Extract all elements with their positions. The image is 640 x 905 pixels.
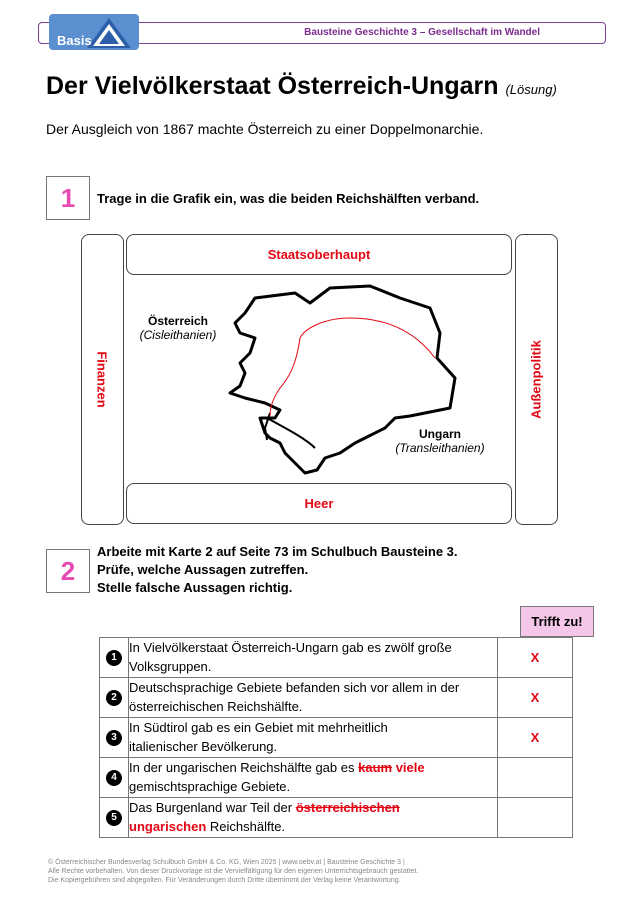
table-row: [100, 718, 573, 758]
statement-text: Das Burgenland war Teil der: [129, 800, 293, 815]
task2-line1: Arbeite mit Karte 2 auf Seite 73 im Schulbuch Bausteine 3.: [97, 544, 458, 559]
task2-line3: Stelle falsche Aussagen richtig.: [97, 580, 293, 595]
task1-number: 1: [46, 176, 90, 220]
task1-instruction: Trage in die Grafik ein, was die beiden Reichshälften verband.: [97, 191, 480, 206]
statement-text: In Südtirol gab es ein Gebiet mit mehrheitlich: [129, 720, 388, 735]
answer-finanzen: Finanzen: [94, 351, 110, 408]
correction-word: ungarischen: [129, 819, 207, 834]
check-mark: X: [530, 730, 540, 745]
statements-table: [99, 637, 573, 838]
task2-number: 2: [46, 549, 90, 593]
austria-sub: (Cisleithanien): [139, 328, 217, 342]
answer-heer: Heer: [304, 496, 334, 511]
number-badge: 5: [106, 810, 122, 826]
number-badge: 3: [106, 730, 122, 746]
hungary-name: Ungarn: [419, 427, 461, 441]
struck-word: österreichischen: [295, 800, 400, 815]
task2-instruction: [97, 543, 458, 597]
footer-line2: Alle Rechte vorbehalten. Von dieser Druckvorlage ist die Vervielfältigung für den eigenen Unterrichtsgebrauch gestattet.: [48, 868, 419, 875]
answer-aussenpolitik: Außenpolitik: [528, 340, 544, 419]
check-mark: X: [530, 650, 540, 665]
number-badge: 1: [106, 650, 122, 666]
top-box: [126, 234, 512, 275]
series-title: Bausteine Geschichte 3 – Gesellschaft im Wandel: [304, 27, 540, 38]
number-badge: 4: [106, 770, 122, 786]
task2-line2: Prüfe, welche Aussagen zutreffen.: [97, 562, 309, 577]
table-row: [100, 798, 573, 838]
bottom-box: [126, 483, 512, 524]
statement-text-cont: gemischtsprachige Gebiete.: [129, 779, 291, 794]
statement-text-cont: Volksgruppen.: [129, 659, 212, 674]
struck-word: kaum: [358, 760, 393, 775]
title-note: (Lösung): [505, 82, 557, 97]
table-row: [100, 638, 573, 678]
statement-text: In Vielvölkerstaat Österreich-Ungarn gab es zwölf große: [129, 640, 452, 655]
table-row: [100, 758, 573, 798]
title-text: Der Vielvölkerstaat Österreich-Ungarn: [46, 72, 499, 100]
footer-line3: Die Kopiergebühren sind abgegolten. Für Veränderungen durch Dritte übernimmt der Verlag keine Verantwortung.: [48, 877, 401, 884]
page-title: [46, 72, 557, 101]
answer-staatsoberhaupt: Staatsoberhaupt: [267, 247, 371, 262]
statement-text-cont: österreichischen Reichshälfte.: [129, 699, 303, 714]
footer-copyright: [48, 858, 418, 885]
footer-line1: © Österreichischer Bundesverlag Schulbuch GmbH & Co. KG, Wien 2025 | www.oebv.at | Bausteine Geschichte 3 |: [48, 859, 405, 866]
label-ungarn: [390, 427, 490, 455]
statement-text: Deutschsprachige Gebiete befanden sich vor allem in der: [129, 680, 460, 695]
austria-name: Österreich: [147, 314, 209, 328]
correction-word: viele: [395, 760, 425, 775]
map-austria-hungary: [225, 278, 465, 488]
statement-text: In der ungarischen Reichshälfte gab es: [129, 760, 355, 775]
check-mark: X: [530, 690, 540, 705]
hungary-sub: (Transleithanien): [395, 441, 485, 455]
label-oesterreich: [133, 314, 223, 342]
statement-text-cont: Reichshälfte.: [209, 819, 286, 834]
statement-text-cont: italienischer Bevölkerung.: [129, 739, 278, 754]
number-badge: 2: [106, 690, 122, 706]
table-row: [100, 678, 573, 718]
column-header-trifft-zu: Trifft zu!: [520, 606, 594, 637]
intro-text: Der Ausgleich von 1867 machte Österreich zu einer Doppelmonarchie.: [46, 121, 484, 137]
logo-text: Basis: [57, 33, 92, 48]
